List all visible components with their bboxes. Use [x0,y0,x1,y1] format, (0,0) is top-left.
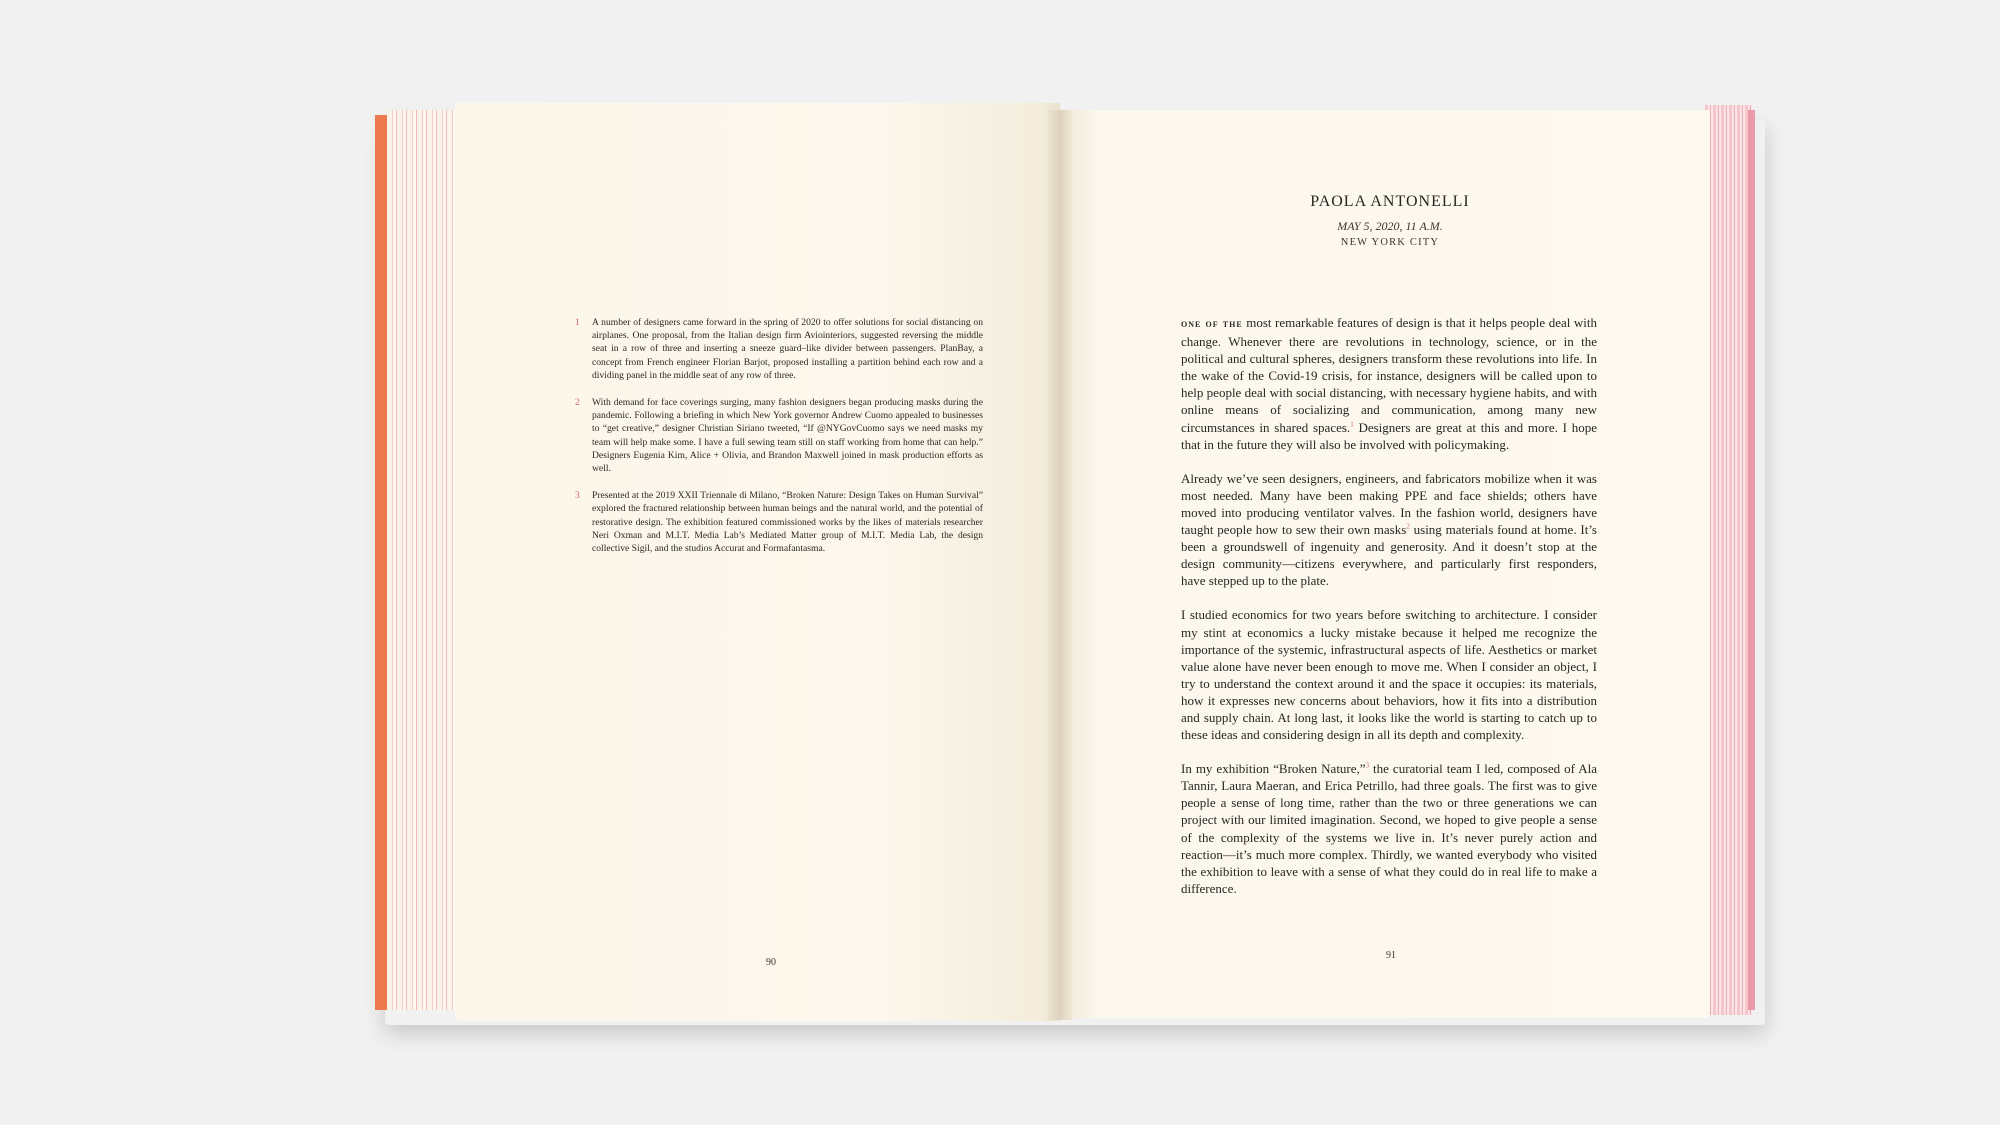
footnote [575,489,983,555]
footnote-text: A number of designers came forward in the spring of 2020 to offer solutions for social distancing on airplanes. One proposal, from the Italian design firm Aviointeriors, suggested reversing the middle seat in a row of three and inserting a sneeze guard–like divider between passengers. PlanBay, a concept from French engineer Florian Barjot, proposed installing a partition behind each row and a dividing panel in the middle seat of any row of three. [592,317,983,381]
footnotes [575,316,983,569]
paragraph-text: Already we’ve seen designers, engineers, and fabricators mobilize when it was most needed. Many have been making PPE and face shields; others have moved into producing ventilator valves. In the fashion world, designers have taught people how to sew their own masks [1181,470,1597,538]
footnote-number: 2 [575,397,580,409]
right-page-edges [1705,105,1753,1015]
interview-date: MAY 5, 2020, 11 A.M. [1337,219,1443,233]
book-gutter [1048,110,1072,1020]
footnote-text: Presented at the 2019 XXII Triennale di Milano, “Broken Nature: Design Takes on Human Survival” explored the fractured relationship between human beings and the natural world, and the potential of restorative design. The exhibition featured commissioned works by the likes of materials researcher Neri Oxman and M.I.T. Media Lab’s Mediated Matter group of M.I.T. Media Lab, the design collective Sigil, and the studios Accurat and Formafantasma. [592,490,983,555]
footnote-ref: 2 [1406,522,1410,531]
paragraph [1181,470,1597,590]
paragraph [1181,314,1597,453]
footnote-ref: 3 [1365,761,1370,770]
footnote-number: 3 [575,490,580,502]
lead-in: one of the [1181,318,1243,330]
page-number-right: 91 [1386,950,1396,961]
footnote-text: With demand for face coverings surging, many fashion designers began producing masks during the pandemic. Following a briefing in which New York governor Andrew Cuomo appealed to businesses to “get creative,” designer Christian Siriano tweeted, “If @NYGovCuomo says we need masks my team will help make some. I have a full sewing team still on staff working from home that can help.” Designers Eugenia Kim, Alice + Olivia, and Brandon Maxwell joined in mask production efforts as well. [592,397,983,475]
interview-header [1190,193,1590,248]
page-number-left: 90 [766,957,776,968]
footnote-number: 1 [575,317,580,328]
paragraph-text: In my exhibition “Broken Nature,” [1181,761,1366,777]
book-cover-edge [375,115,387,1010]
footnote-ref: 1 [1350,420,1354,429]
interview-place: NEW YORK CITY [1340,237,1440,248]
right-page-edge-cap [1748,110,1755,1010]
paragraph-text: the curatorial team I led, composed of Ala Tannir, Laura Maeran, and Erica Petrillo, had three goals. The first was to give people a sense of long time, rather than the two or three generations we can project with our limited imagination. Second, we hoped to give people a sense of the complexity of the systems we live in. It’s never purely action and reaction—it’s much more complex. Thirdly, we wanted everybody who visited the exhibition to leave with a sense of what they could do in real life to make a difference. [1181,761,1597,896]
paragraph-text: most remarkable features of design is that it helps people deal with change. Whenever there are revolutions in technology, science, or in the political and cultural spheres, designers transform these revolutions into life. In the wake of the Covid-19 crisis, for instance, designers will be called upon to help people deal with social distancing, with necessary hygiene habits, and with online means of socializing and communication, among many new circumstances in shared spaces. [1181,315,1597,435]
paragraph: I studied economics for two years before switching to architecture. I consider my stint at economics a lucky mistake because it helped me recognize the importance of the systemic, infrastructural aspects of life. Aesthetics or market value alone have never been enough to move me. When I consider an object, I try to understand the context around it and the space it occupies: its materials, how it expresses new concerns about behaviors, how it fits into a distribution and supply chain. At long last, it looks like the world is starting to catch up to these ideas and considering design in all its depth and complexity. [1181,607,1597,743]
author-name: PAOLA ANTONELLI [1310,193,1470,210]
paragraph [1181,760,1597,897]
paragraph-text: using materials found at home. It’s been a groundswell of ingenuity and generosity. And it doesn’t stop at the design community—citizens everywhere, and particularly first responders, have stepped up to the plate. [1181,522,1597,589]
footnote [575,316,983,382]
footnote [575,396,983,475]
paragraph-text: Designers are great at this and more. I hope that in the future they will also be involved with policymaking. [1181,419,1597,452]
body-text [1181,314,1597,914]
